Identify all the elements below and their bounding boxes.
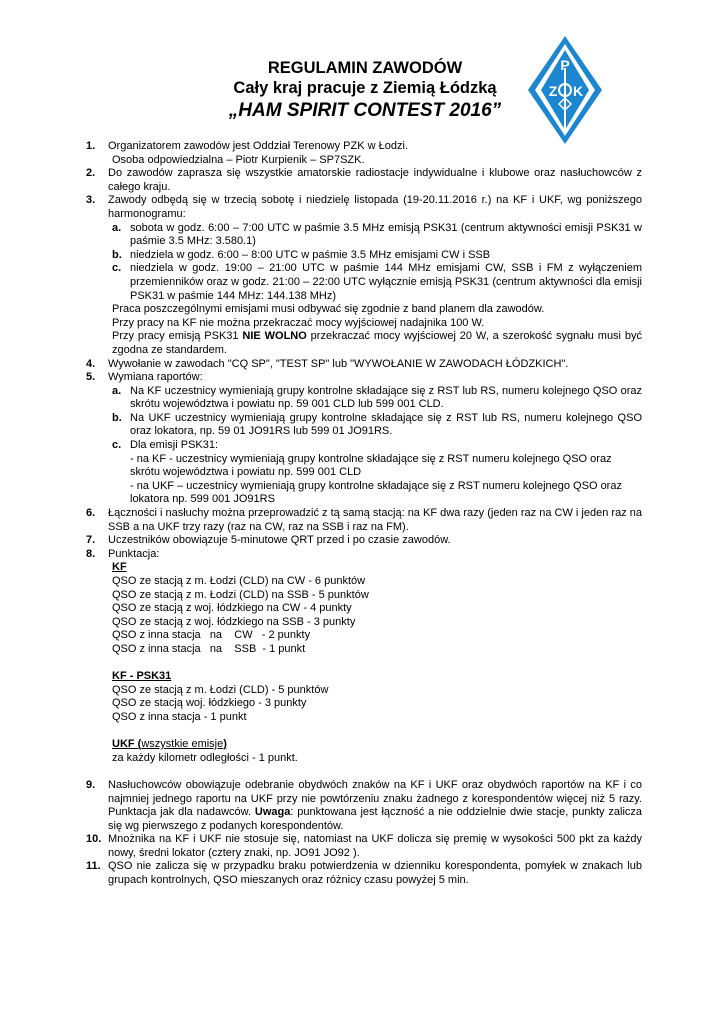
- rule-number: 9.: [86, 778, 96, 791]
- rule-number: 10.: [86, 833, 102, 846]
- title-line-1: REGULAMIN ZAWODÓW: [267, 59, 463, 77]
- note-bold: NIE WOLNO: [242, 330, 307, 343]
- rule-number: 4.: [86, 357, 96, 370]
- scoring-line: QSO z inna stacja - 1 punkt: [112, 710, 247, 723]
- rule-number: 6.: [86, 507, 96, 520]
- rule-3a: [108, 222, 642, 249]
- sub-letter: b.: [112, 248, 122, 261]
- scoring-ukf-heading: [112, 738, 642, 752]
- sub-text: niedziela w godz. 6:00 – 8:00 UTC w paśmie 3.5 MHz emisjami CW i SSB: [130, 248, 491, 261]
- scoring-kf-heading: KF: [112, 561, 127, 574]
- rule-2: [86, 167, 642, 194]
- title-block: [170, 58, 560, 123]
- rule-6: [86, 507, 642, 534]
- scoring-psk-heading: KF - PSK31: [112, 670, 172, 683]
- ukf-heading-c: ): [223, 738, 227, 751]
- rule-number: 1.: [86, 140, 96, 152]
- rule-text-bold: Uwaga: [254, 806, 291, 819]
- sub-letter: c.: [112, 262, 122, 275]
- rule-7: [86, 534, 642, 548]
- rule-text: Wywołanie w zawodach "CQ SP", "TEST SP" lub "WYWOŁANIE W ZAWODACH ŁÓDZKICH".: [108, 357, 569, 370]
- rule-text: Zawody odbędą się w trzecią sobotę i niedzielę listopada (19-20.11.2016 r.) na KF i UKF, wg poniższego harmonogramu:: [108, 194, 642, 220]
- rule-text: Wymiana raportów:: [108, 371, 203, 384]
- scoring-line: QSO ze stacją z m. Łodzi (CLD) na SSB - 5 punktów: [112, 588, 369, 601]
- svg-text:P: P: [560, 57, 570, 73]
- rule-5b: [108, 412, 642, 439]
- rule-3b: [108, 249, 642, 263]
- sub-letter: a.: [112, 221, 122, 234]
- rule-3-note-1: Praca poszczególnymi emisjami musi odbywać się zgodnie z band planem dla zawodów.: [112, 303, 545, 316]
- rule-number: 5.: [86, 371, 96, 384]
- rule-3: [86, 194, 642, 357]
- scoring-psk: [108, 670, 642, 724]
- rule-text: Punktacja:: [108, 547, 160, 560]
- rule-text: Organizatorem zawodów jest Oddział Terenowy PZK w Łodzi.: [108, 140, 408, 152]
- scoring-line: QSO ze stacją woj. łódzkiego - 3 punkty: [112, 697, 307, 710]
- scoring-line: QSO ze stacją z m. Łodzi (CLD) na CW - 6 punktów: [112, 575, 366, 587]
- rule-text-part: Nasłuchowców obowiązuje odebranie obydwóch znaków na KF i UKF oraz obydwóch raportów na KF i co najmniej jednego raportu na UKF przy nie powtórzeniu znaku żadnego z korespondentów więcej niż 5 razy. Punktacja jak dla nadawców.: [108, 778, 642, 819]
- rules-list: [86, 140, 642, 888]
- rule-text: Do zawodów zaprasza się wszystkie amatorskie radiostacje indywidualne i klubowe oraz nasłuchowców z całego kraju.: [108, 167, 642, 193]
- sub-text-kf: - na KF - uczestnicy wymieniają grupy kontrolne składające się z RST numeru kolejnego QSO oraz skrótu województwa i powiatu np. 599 001 CLD: [130, 452, 612, 479]
- sub-text: Na UKF uczestnicy wymieniają grupy kontrolne składające się z RST lub RS, numeru kolejnego QSO oraz lokatora, np. 59 01 JO91RS lub 599 01 JO91RS.: [130, 411, 642, 438]
- scoring-line: QSO z inna stacja na SSB - 1 punkt: [112, 642, 306, 655]
- rule-number: 7.: [86, 534, 96, 547]
- rule-text: Mnożnika na KF i UKF nie stosuje się, natomiast na UKF dolicza się premię w wysokości 500 pkt za każdy nowy, średni lokator (cztery znaki, np. JO91 JO92 ).: [108, 833, 642, 859]
- rule-number: 11.: [86, 860, 101, 873]
- scoring-line: QSO ze stacją z m. Łodzi (CLD) - 5 punktów: [112, 683, 329, 696]
- rule-number: 2.: [86, 167, 96, 180]
- ukf-heading-a: UKF (: [112, 738, 142, 751]
- sub-text: niedziela w godz. 19:00 – 21:00 UTC w paśmie 144 MHz emisjami CW, SSB i FM z wyłączeniem przemienników oraz w godz. 21:00 – 22:00 UTC wyłącznie emisją PSK31 (centrum aktywności dla emisji PSK31 w paśmie 144 MHz: 144.138 MHz): [130, 262, 642, 302]
- rule-number: 8.: [86, 547, 96, 560]
- rule-5: [86, 371, 642, 507]
- rule-3c: [108, 262, 642, 303]
- rule-11: [86, 860, 642, 887]
- rule-text: Łączności i nasłuchy można przeprowadzić z tą samą stacją: na KF dwa razy (jeden raz na CW i jeden raz na SSB a na UKF trzy razy (raz na CW, raz na SSB i raz na FM).: [108, 507, 642, 533]
- rule-text: [108, 779, 642, 833]
- scoring-line: QSO ze stacją z woj. łódzkiego na SSB - 3 punkty: [112, 615, 356, 628]
- rule-text-2: Osoba odpowiedzialna – Piotr Kurpienik – SP7SZK.: [112, 153, 365, 166]
- scoring-line: za każdy kilometr odległości - 1 punkt.: [112, 751, 298, 764]
- rule-5a: [108, 385, 642, 412]
- rule-9: [86, 779, 642, 833]
- sub-letter: a.: [112, 384, 122, 397]
- title-line-2: Cały kraj pracuje z Ziemią Łódzką: [233, 79, 497, 97]
- rule-text: Uczestników obowiązuje 5-minutowe QRT przed i po czasie zawodów.: [108, 534, 451, 547]
- note-text: Przy pracy emisją PSK31: [112, 330, 243, 343]
- sub-text: Dla emisji PSK31:: [130, 439, 219, 452]
- sub-letter: b.: [112, 411, 122, 424]
- scoring-kf: [108, 561, 642, 656]
- rule-1: [86, 140, 642, 167]
- rule-3-note-3: [108, 330, 642, 357]
- scoring-line: QSO ze stacją z woj. łódzkiego na CW - 4 punkty: [112, 602, 352, 615]
- rule-4: [86, 358, 642, 372]
- ukf-heading-b: wszystkie emisje: [141, 738, 224, 751]
- sub-text: sobota w godz. 6:00 – 7:00 UTC w paśmie 3.5 MHz emisją PSK31 (centrum aktywności emisji PSK31 w paśmie 3.5 MHz: 3.580.1): [130, 221, 642, 248]
- rule-8: [86, 548, 642, 766]
- svg-text:Z: Z: [548, 83, 558, 99]
- rule-5c: [108, 439, 642, 507]
- scoring-ukf: [108, 738, 642, 765]
- sub-text-ukf: - na UKF – uczestnicy wymieniają grupy kontrolne składające się z RST numeru kolejnego QSO oraz lokatora np. 599 001 JO91RS: [130, 479, 622, 506]
- scoring-line: QSO z inna stacja na CW - 2 punkty: [112, 629, 311, 642]
- svg-text:K: K: [572, 83, 584, 99]
- note-text: przekraczać mocy wyjściowej 20 W, a szerokość sygnału musi być zgodna ze standardem.: [112, 330, 642, 356]
- rule-number: 3.: [86, 194, 96, 207]
- rule-10: [86, 833, 642, 860]
- rule-text: QSO nie zalicza się w przypadku braku potwierdzenia w dzienniku korespondenta, pomyłek w znakach lub grupach kontrolnych, QSO mieszanych oraz różnicy czasu powyżej 5 min.: [108, 860, 642, 887]
- rule-text-part: : punktowana jest łączność a nie oddzielnie dwie stacje, punkty zalicza się wg pierwszego z podanych korespondentów.: [108, 806, 643, 832]
- title-line-3: „HAM SPIRIT CONTEST 2016”: [228, 100, 502, 121]
- rule-3-note-2: Przy pracy na KF nie można przekraczać mocy wyjściowej nadajnika 100 W.: [112, 316, 485, 329]
- sub-text: Na KF uczestnicy wymieniają grupy kontrolne składające się z RST lub RS, numeru kolejnego QSO oraz skrótu województwa i powiatu np. 59 001 CLD lub 599 001 CLD.: [130, 384, 642, 411]
- sub-letter: c.: [112, 439, 122, 452]
